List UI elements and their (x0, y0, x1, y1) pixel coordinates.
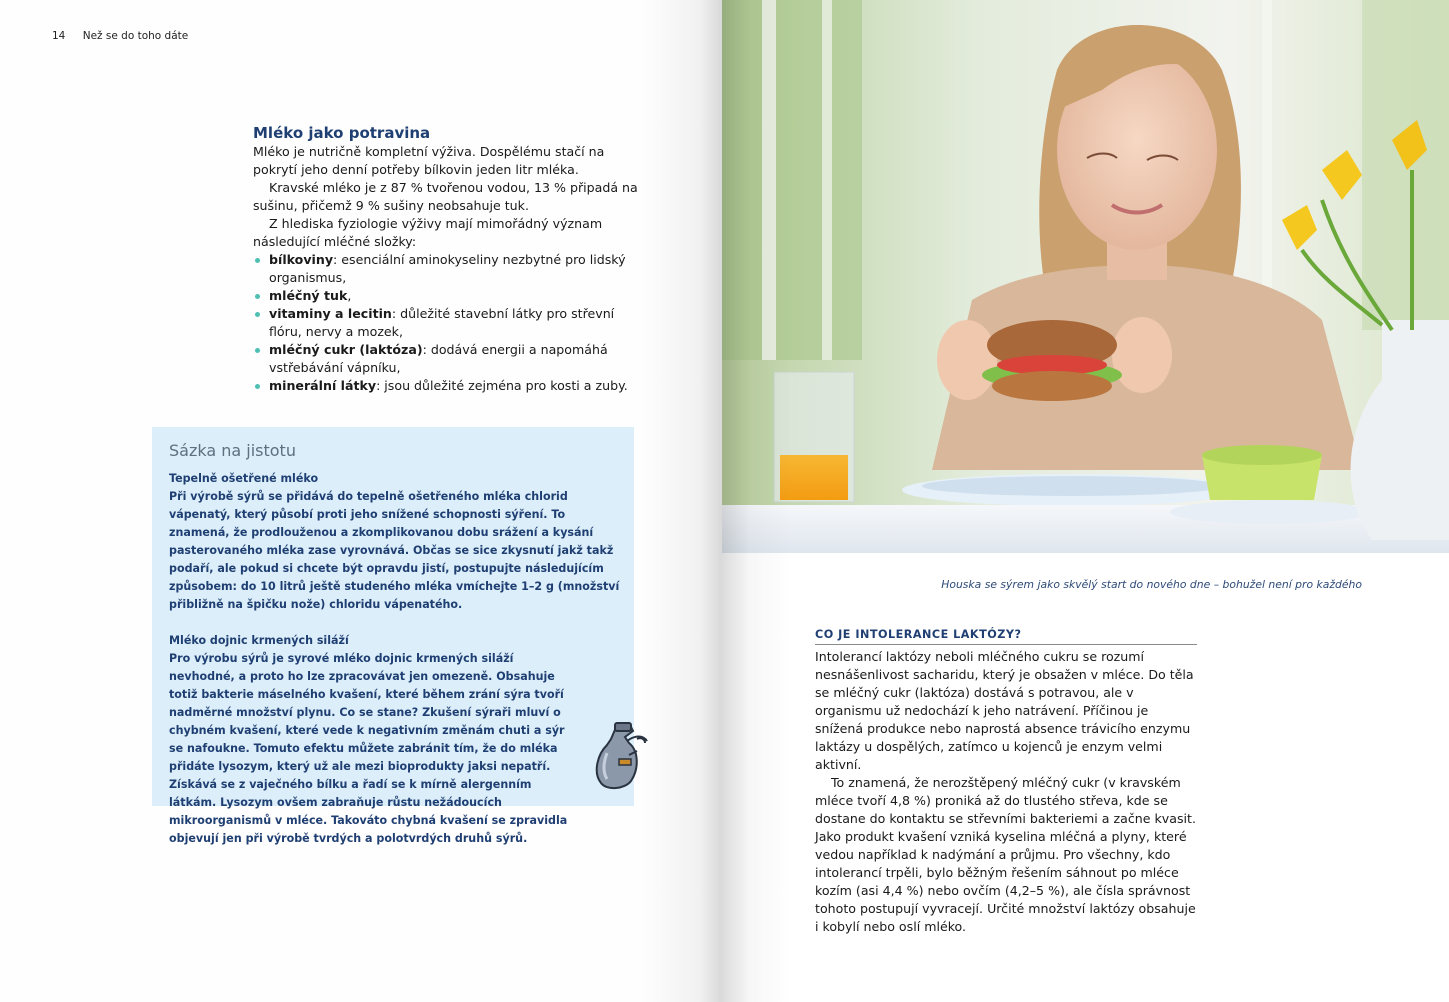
lactose-section (815, 628, 1197, 936)
list-item: minerální látky: jsou důležité zejména pro kosti a zuby. (253, 377, 638, 395)
paragraph: Z hlediska fyziologie výživy mají mimořádný význam následující mléčné složky: (253, 216, 603, 249)
right-page (722, 0, 1449, 1002)
girl-eating-sandwich-photo (722, 0, 1449, 553)
section-title: CO JE INTOLERANCE LAKTÓZY? (815, 628, 1197, 645)
running-head (52, 30, 188, 42)
paragraph: Pro výrobu sýrů je syrové mléko dojnic krmených siláží nevhodné, a proto ho lze zpracovávat jen omezeně. Obsahuje totiž bakterie máselného kvašení, které během zrání sýra tvoří nadměrné množství plynu. Co se stane? Zkušení sýraři mluví o chybném kvašení, které vede k negativním změnám chuti a sýr se nafoukne. Tomuto efektu můžete zabránit tím, že do mléka přidáte lysozym, který už ale mezi bioprodukty jaksi nepatří. Získává se z vaječného bílku a řadí se k mírně alergenním látkám. Lysozym ovšem zabraňuje růstu nežádoucích mikroorganismů v mléce. Takováto chybná kvašení se zpravidla objevují jen při výrobě tvrdých a polotvrdých druhů sýrů. (169, 652, 568, 845)
milk-components-list (253, 251, 638, 395)
paragraph: Při výrobě sýrů se přidává do tepelně ošetřeného mléka chlorid vápenatý, který působí proti jeho snížené schopnosti sýření. To znamená, že prodlouženou a zkomplikovanou dobu srážení a kysání pasterovaného mléka zase vyrovnává. Občas se sice zkysnutí jakž takž podaří, ale pokud si chcete být opravdu jistí, postupujte následujícím způsobem: do 10 litrů ještě studeného mléka vmíchejte 1–2 g (množství přibližně na špičku nože) chloridu vápenatého. (169, 490, 620, 611)
milk-section (253, 123, 638, 395)
page-gutter-shadow (640, 0, 725, 1002)
paragraph: Mléko je nutričně kompletní výživa. Dospělému stačí na pokrytí jeho denní potřeby bílkovin jeden litr mléka. (253, 144, 605, 177)
section-title: Mléko jako potravina (253, 124, 431, 142)
list-item: bílkoviny: esenciální aminokyseliny nezbytné pro lidský organismus, (253, 251, 638, 287)
list-item: vitaminy a lecitin: důležité stavební látky pro střevní flóru, nervy a mozek, (253, 305, 638, 341)
tip-box (152, 427, 634, 845)
left-page (0, 0, 722, 1002)
list-item: mléčný cukr (laktóza): dodává energii a napomáhá vstřebávání vápníku, (253, 341, 638, 377)
tip-box-body (169, 470, 624, 848)
photo-caption: Houska se sýrem jako skvělý start do nového dne – bohužel není pro každého (941, 578, 1362, 591)
chapter-title: Než se do toho dáte (82, 30, 189, 42)
subheading: Tepelně ošetřené mléko (169, 472, 319, 485)
paragraph: To znamená, že nerozštěpený mléčný cukr (v kravském mléce tvoří 4,8 %) proniká až do tlustého střeva, kde se dostane do kontaktu se střevními bakteriemi a začne kvasit. Jako produkt kvašení vzniká kyselina mléčná a plyny, které vedou například k nadýmání a průjmu. Pro všechny, kdo intolerancí trpěli, bylo běžným řešením sáhnout po mléce kozím (asi 4,4 %) nebo ovčím (4,2–5 %), ale čísla správnost tohoto postupují vyvracejí. Určité množství laktózy obsahuje i kobylí nebo oslí mléko. (815, 775, 1196, 934)
page-number: 14 (52, 30, 66, 42)
tip-box-title: Sázka na jistotu (169, 441, 296, 460)
list-item: mléčný tuk, (253, 287, 638, 305)
subheading: Mléko dojnic krmených siláží (169, 634, 349, 647)
paragraph: Kravské mléko je z 87 % tvořenou vodou, 13 % připadá na sušinu, přičemž 9 % sušiny neobsahuje tuk. (253, 180, 638, 213)
paragraph: Intolerancí laktózy neboli mléčného cukru se rozumí nesnášenlivost sacharidu, který je obsažen v mléce. Do těla se mléčný cukr (laktóza) dostává s potravou, ale v organismu už nedochází k jeho natrávení. Příčinou je snížená produkce nebo naprostá absence trávicího enzymu laktázy u dospělých, zatímco u kojenců je enzym velmi aktivní. (815, 649, 1194, 772)
